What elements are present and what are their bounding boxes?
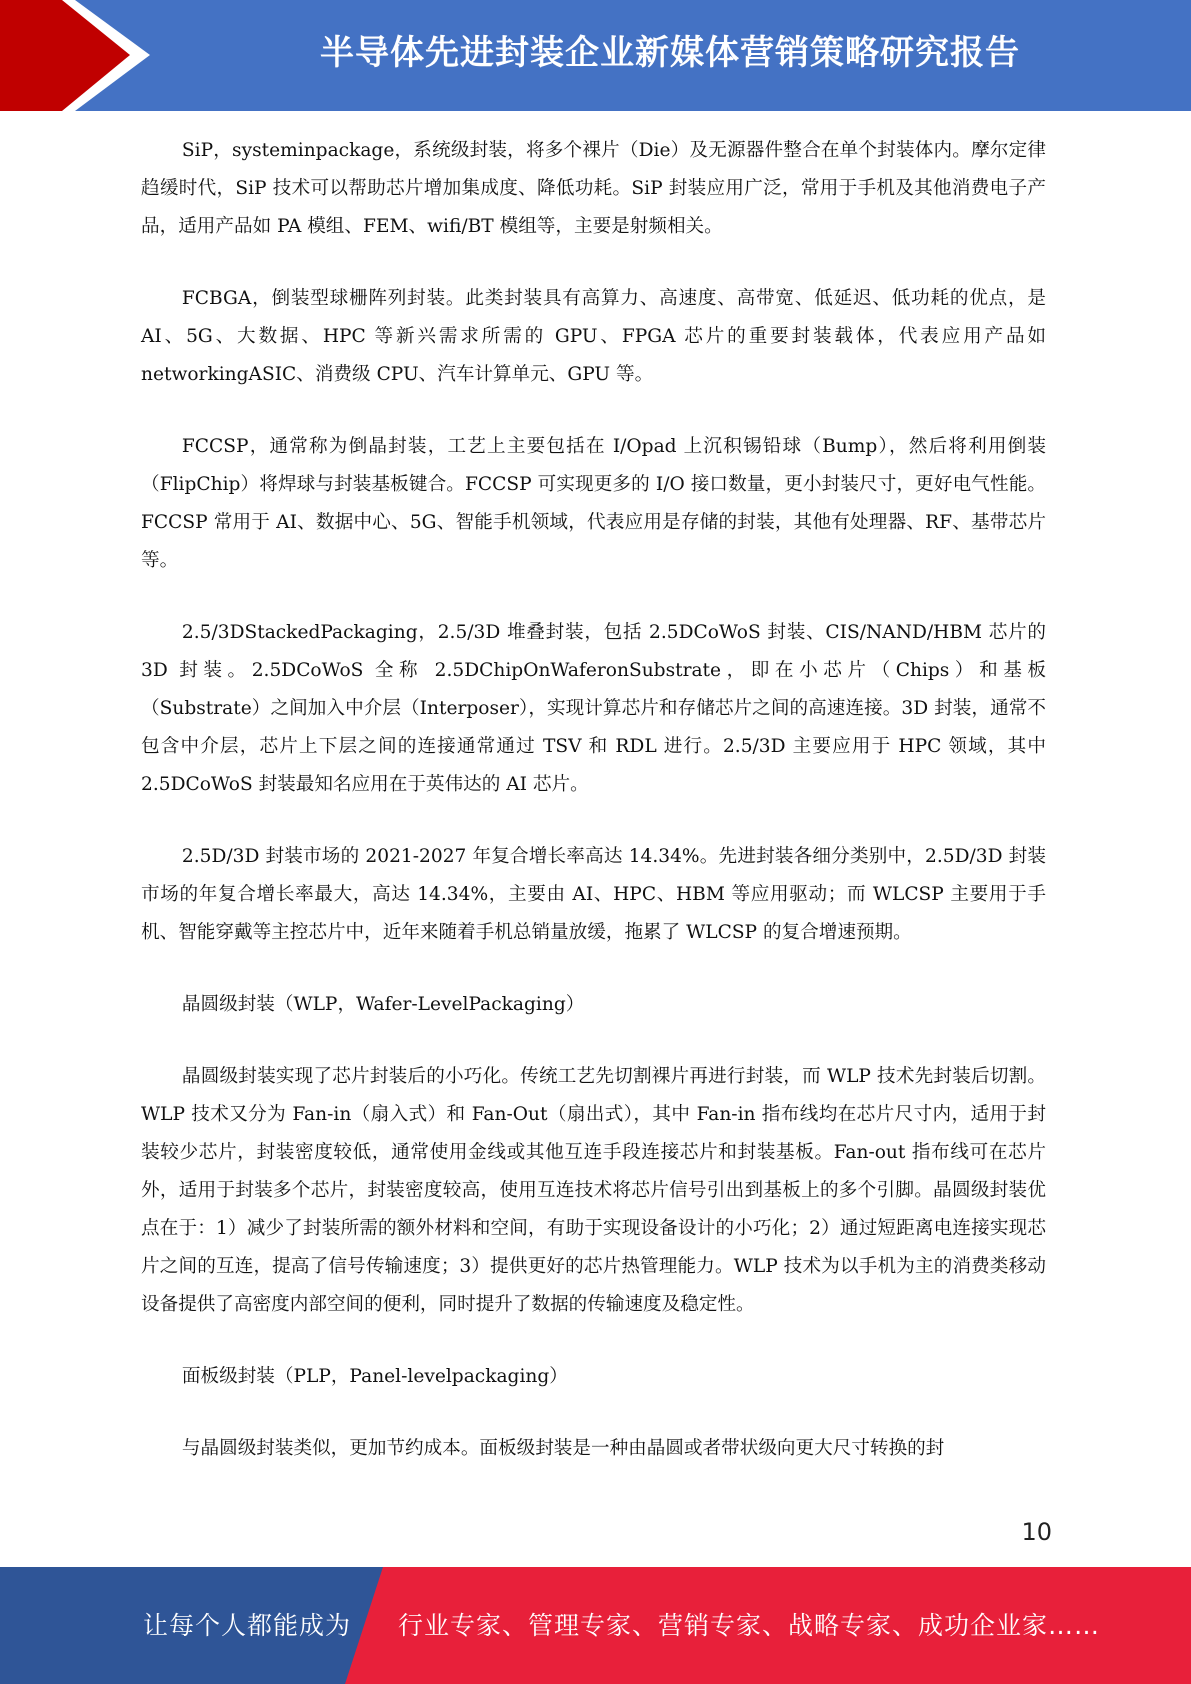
section-heading-wlp: 晶圆级封装（WLP，Wafer-LevelPackaging）: [181, 994, 585, 1015]
paragraph-fcbga: FCBGA，倒装型球栅阵列封装。此类封装具有高算力、高速度、高带宽、低延迟、低功耗的优点，是 AI、5G、大数据、HPC 等新兴需求所需的 GPU、FPGA 芯片的重要封装载体，代表应用产品如 networkingASIC、消费级 CPU、汽车计算单元、GPU 等。: [141, 288, 1046, 385]
document-body: [141, 132, 1046, 1502]
page-footer: [0, 1567, 1191, 1684]
paragraph-stacked-packaging: 2.5/3DStackedPackaging，2.5/3D 堆叠封装，包括 2.5DCoWoS 封装、CIS/NAND/HBM 芯片的 3D 封装。2.5DCoWoS 全称 2.5DChipOnWaferonSubstrate，即在小芯片（Chips）和基板（Substrate）之间加入中介层（Interposer），实现计算芯片和存储芯片之间的高速连接。3D 封装，通常不包含中介层，芯片上下层之间的连接通常通过 TSV 和 RDL 进行。2.5/3D 主要应用于 HPC 领域，其中 2.5DCoWoS 封装最知名应用在于英伟达的 AI 芯片。: [141, 622, 1046, 795]
footer-slogan-left: 让每个人都能成为: [143, 1611, 352, 1640]
paragraph-plp: 与晶圆级封装类似，更加节约成本。面板级封装是一种由晶圆或者带状级向更大尺寸转换的封: [181, 1438, 945, 1459]
header-arrow-decoration: [0, 0, 160, 111]
footer-slogan-right: 行业专家、管理专家、营销专家、战略专家、成功企业家……: [398, 1611, 1101, 1640]
paragraph-market-growth: 2.5D/3D 封装市场的 2021-2027 年复合增长率高达 14.34%。先进封装各细分类别中，2.5D/3D 封装市场的年复合增长率最大，高达 14.34%，主要由 AI、HPC、HBM 等应用驱动；而 WLCSP 主要用于手机、智能穿戴等主控芯片中，近年来随着手机总销量放缓，拖累了 WLCSP 的复合增速预期。: [141, 846, 1046, 943]
paragraph-sip: SiP，systeminpackage，系统级封装，将多个裸片（Die）及无源器件整合在单个封装体内。摩尔定律趋缓时代，SiP 技术可以帮助芯片增加集成度、降低功耗。SiP 封装应用广泛，常用于手机及其他消费电子产品，适用产品如 PA 模组、FEM、wifi/BT 模组等，主要是射频相关。: [141, 140, 1046, 237]
paragraph-wlp: 晶圆级封装实现了芯片封装后的小巧化。传统工艺先切割裸片再进行封装，而 WLP 技术先封装后切割。WLP 技术又分为 Fan-in（扇入式）和 Fan-Out（扇出式），其中 Fan-in 指布线均在芯片尺寸内，适用于封装较少芯片，封装密度较低，通常使用金线或其他互连手段连接芯片和封装基板。Fan-out 指布线可在芯片外，适用于封装多个芯片，封装密度较高，使用互连技术将芯片信号引出到基板上的多个引脚。晶圆级封装优点在于：1）减少了封装所需的额外材料和空间，有助于实现设备设计的小巧化；2）通过短距离电连接实现芯片之间的互连，提高了信号传输速度；3）提供更好的芯片热管理能力。WLP 技术为以手机为主的消费类移动设备提供了高密度内部空间的便利，同时提升了数据的传输速度及稳定性。: [141, 1066, 1046, 1315]
header-title: 半导体先进封装企业新媒体营销策略研究报告: [320, 33, 1020, 73]
section-heading-plp: 面板级封装（PLP，Panel-levelpackaging）: [181, 1366, 568, 1387]
page-number: 10: [1021, 1518, 1052, 1546]
paragraph-fccsp: FCCSP，通常称为倒晶封装，工艺上主要包括在 I/Opad 上沉积锡铅球（Bump），然后将利用倒装（FlipChip）将焊球与封装基板键合。FCCSP 可实现更多的 I/O 接口数量，更小封装尺寸，更好电气性能。FCCSP 常用于 AI、数据中心、5G、智能手机领域，代表应用是存储的封装，其他有处理器、RF、基带芯片等。: [141, 436, 1046, 571]
page-header: [0, 0, 1191, 111]
